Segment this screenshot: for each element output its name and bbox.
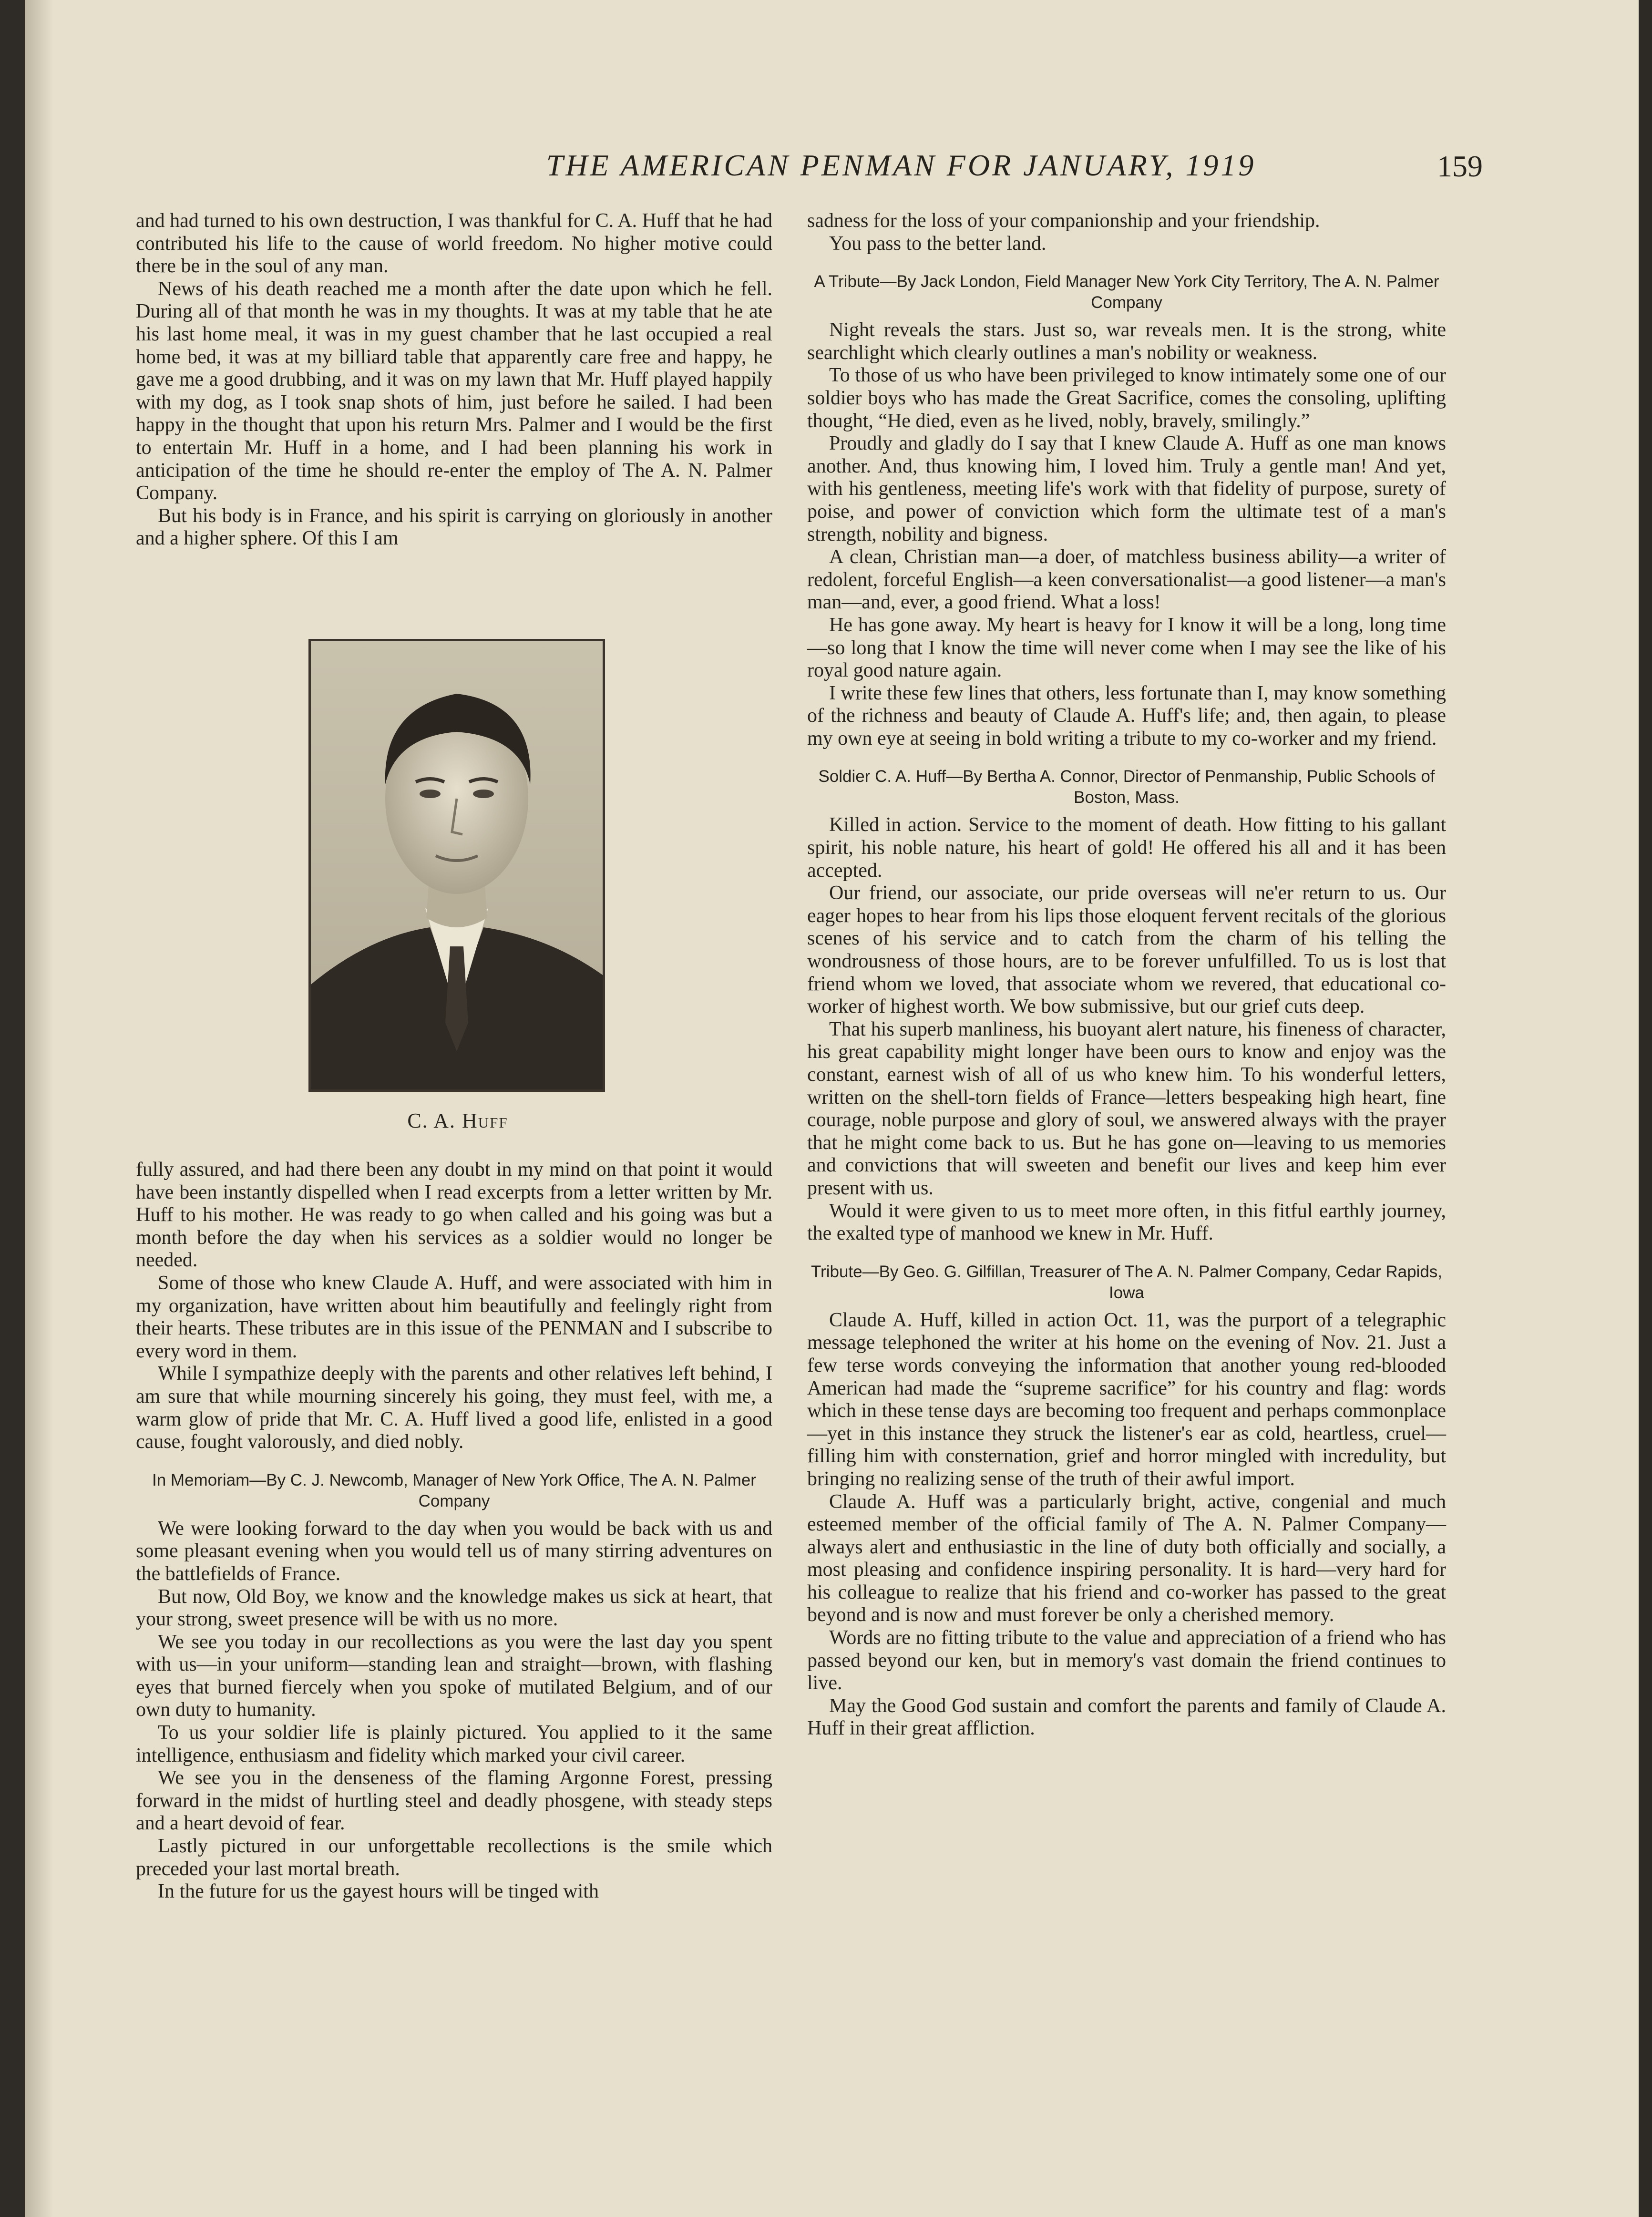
body-paragraph: Some of those who knew Claude A. Huff, and were associated with him in my organization, have written about him beautifully and feelingly right from their hearts. These tributes are in this issue of the PENMAN and I subscribe to every word in them. [136,1272,772,1362]
body-paragraph: I write these few lines that others, less fortunate than I, may know something of the richness and beauty of Claude A. Huff's life; and, then again, to please my own eye at seeing in bold writing a tribute to my co-worker and my friend. [807,682,1446,749]
body-paragraph: To those of us who have been privileged to know intimately some one of our soldier boys who has made the Great Sacrifice, comes the consoling, uplifting thought, “He died, even as he lived, nobly, bravely, smilingly.” [807,364,1446,432]
body-paragraph: You pass to the better land. [829,232,1047,255]
body-paragraph: Would it were given to us to meet more often, in this fitful earthly journey, the exalted type of manhood we knew in Mr. Huff. [807,1200,1446,1245]
body-paragraph: We see you in the denseness of the flaming Argonne Forest, pressing forward in the midst of hurtling steel and deadly phosgene, with steady steps and a heart devoid of fear. [136,1767,772,1835]
body-paragraph: He has gone away. My heart is heavy for I know it will be a long, long time—so long that I know the time will never come when I may see the like of his royal good nature again. [807,614,1446,682]
body-paragraph: sadness for the loss of your companionship and your friendship. [807,210,1320,232]
body-paragraph: Killed in action. Service to the moment of death. How fitting to his gallant spirit, his noble nature, his heart of gold! He offered his all and it has been accepted. [807,814,1446,882]
right-column [807,210,1446,1740]
page-gutter-shadow [25,0,53,2217]
body-paragraph: News of his death reached me a month after the date upon which he fell. During all of that month he was in my thoughts. It was at my table that he ate his last home meal, it was in my guest chamber that he last occupied a real home bed, it was at my billiard table that apparently care free and happy, he gave me a good drubbing, and it was on my lawn that Mr. Huff played happily with my dog, as I took snap shots of him, just before he sailed. I had been happy in the thought that upon his return Mrs. Palmer and I would be the first to entertain Mr. Huff in a home, and I had been planning his work in anticipation of the time he should re-enter the employ of The A. N. Palmer Company. [136,277,772,504]
body-paragraph: fully assured, and had there been any doubt in my mind on that point it would have been instantly dispelled when I read excerpts from a letter written by Mr. Huff to his mother. He was ready to go when called and his going was but a month before the day when his services as a soldier would no longer be needed. [136,1159,772,1272]
body-paragraph: and had turned to his own destruction, I was thankful for C. A. Huff that he had contributed his life to the cause of world freedom. No higher motive could there be in the soul of any man. [136,210,772,277]
section-heading-memoriam: In Memoriam—By C. J. Newcomb, Manager of New York Office, The A. N. Palmer Company [152,1470,756,1510]
scan-binding-edge [0,0,25,2217]
section-heading-gilfillan: Tribute—By Geo. G. Gilfillan, Treasurer of The A. N. Palmer Company, Cedar Rapids, Iowa [811,1262,1443,1302]
portrait-photo [308,639,605,1092]
body-paragraph: To us your soldier life is plainly pictured. You applied to it the same intelligence, enthusiasm and fidelity which marked your civil career. [136,1722,772,1766]
body-paragraph: A clean, Christian man—a doer, of matchless business ability—a writer of redolent, forceful English—a keen conversationalist—a good listener—a man's man—and, ever, a good friend. What a loss! [807,546,1446,614]
left-column-top [136,210,772,550]
body-paragraph: We were looking forward to the day when you would be back with us and some pleasant evening when you would tell us of many stirring adventures on the battlefields of France. [136,1517,772,1585]
running-title: THE AMERICAN PENMAN FOR JANUARY, 1919 [546,148,1256,182]
body-paragraph: Night reveals the stars. Just so, war reveals men. It is the strong, white searchlight which clearly outlines a man's nobility or weakness. [807,319,1446,364]
section-heading-connor: Soldier C. A. Huff—By Bertha A. Connor, Director of Penmanship, Public Schools of Boston, Mass. [818,767,1435,807]
body-paragraph: Claude A. Huff was a particularly bright, active, congenial and much esteemed member of the official family of The A. N. Palmer Company—always alert and enthusiastic in the line of duty both officially and socially, a most pleasing and confidence inspiring personality. It is hard—very hard for his colleague to realize that his friend and co-worker has passed to the great beyond and is now and must forever be only a cherished memory. [807,1490,1446,1626]
body-paragraph: May the Good God sustain and comfort the parents and family of Claude A. Huff in their great affliction. [807,1694,1446,1740]
page-number: 159 [1437,149,1483,183]
body-paragraph: While I sympathize deeply with the parents and other relatives left behind, I am sure that while mourning sincerely his going, they must feel, with me, a warm glow of pride that Mr. C. A. Huff lived a good life, enlisted in a good cause, fought valorously, and died nobly. [136,1363,772,1453]
body-paragraph: Words are no fitting tribute to the value and appreciation of a friend who has passed beyond our ken, but in memory's vast domain the friend continues to live. [807,1627,1446,1694]
section-heading-london: A Tribute—By Jack London, Field Manager New York City Territory, The A. N. Palmer Company [814,272,1439,312]
body-paragraph: Lastly pictured in our unforgettable recollections is the smile which preceded your last mortal breath. [136,1835,772,1880]
body-paragraph: But his body is in France, and his spirit is carrying on gloriously in another and a higher sphere. Of this I am [136,504,772,550]
body-paragraph: Claude A. Huff, killed in action Oct. 11, was the purport of a telegraphic message telephoned the writer at his home on the evening of Nov. 21. Just a few terse words conveying the information that another young red-blooded American had made the “supreme sacrifice” for his country and flag: words which in these tense days are becoming too frequent and perhaps commonplace—yet in this instance they struck the listener's ear as cold, heartless, cruel—filling him with consternation, grief and horror mingled with incredulity, but bringing no realizing sense of the truth of their awful import. [807,1309,1446,1490]
body-paragraph: We see you today in our recollections as you were the last day you spent with us—in your uniform—standing lean and straight—brown, with flashing eyes that burned fiercely when you spoke of mutilated Belgium, and of our own duty to humanity. [136,1631,772,1721]
body-paragraph: Our friend, our associate, our pride overseas will ne'er return to us. Our eager hopes to hear from his lips those eloquent fervent recitals of the glorious scenes of his service and to catch from the charm of his telling the wondrousness of those hours, are to be forever unfulfilled. To us is lost that friend whom we loved, that associate whom we revered, that educational co-worker of highest worth. We bow submissive, but our grief cuts deep. [807,882,1446,1018]
body-paragraph: Proudly and gladly do I say that I knew Claude A. Huff as one man knows another. And, thus knowing him, I loved him. Truly a gentle man! And yet, with his gentleness, meeting life's work with that fidelity of purpose, surety of poise, and power of conviction which form the ultimate test of a man's strength, nobility and bigness. [807,432,1446,545]
photo-caption: C. A. Huff [407,1109,508,1132]
body-paragraph: In the future for us the gayest hours will be tinged with [158,1880,599,1903]
portrait-image [311,641,603,1089]
left-column-bottom [136,1159,772,1903]
body-paragraph: That his superb manliness, his buoyant alert nature, his fineness of character, his great capability might longer have been ours to know and enjoy was the constant, earnest wish of all of us who knew him. To his wonderful letters, written on the shell-torn fields of France—letters bespeaking high heart, fine courage, noble purpose and glory of soul, we answered always with the prayer that he might come back to us. But he has gone on—leaving to us memories and convictions that will sweeten and benefit our lives and keep him ever present with us. [807,1018,1446,1199]
body-paragraph: But now, Old Boy, we know and the knowledge makes us sick at heart, that your strong, sweet presence will be with us no more. [136,1585,772,1631]
scan-right-edge [1639,0,1652,2217]
